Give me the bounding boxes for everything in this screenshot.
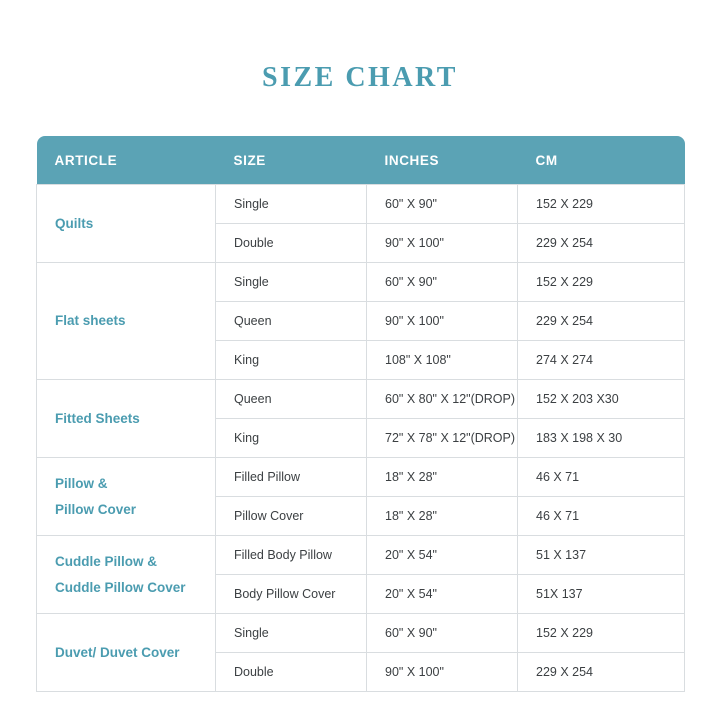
inches-cell: 90" X 100" (367, 653, 518, 692)
column-header-inches: INCHES (367, 136, 518, 185)
size-cell: King (216, 341, 367, 380)
size-cell: Body Pillow Cover (216, 575, 367, 614)
size-chart-table (36, 136, 685, 692)
size-cell: Filled Pillow (216, 458, 367, 497)
article-cell: Duvet/ Duvet Cover (37, 614, 216, 692)
table-row (37, 458, 685, 497)
inches-cell: 90" X 100" (367, 224, 518, 263)
cm-cell: 274 X 274 (518, 341, 685, 380)
cm-cell: 229 X 254 (518, 302, 685, 341)
table-row (37, 536, 685, 575)
cm-cell: 229 X 254 (518, 224, 685, 263)
inches-cell: 90" X 100" (367, 302, 518, 341)
article-cell: Quilts (37, 185, 216, 263)
size-cell: Queen (216, 302, 367, 341)
size-cell: Double (216, 224, 367, 263)
size-cell: Single (216, 263, 367, 302)
article-cell: Cuddle Pillow & Cuddle Pillow Cover (37, 536, 216, 614)
column-header-article: ARTICLE (37, 136, 216, 185)
inches-cell: 20" X 54" (367, 536, 518, 575)
column-header-size: SIZE (216, 136, 367, 185)
cm-cell: 229 X 254 (518, 653, 685, 692)
inches-cell: 18" X 28" (367, 458, 518, 497)
inches-cell: 60" X 80" X 12"(DROP) (367, 380, 518, 419)
cm-cell: 46 X 71 (518, 458, 685, 497)
size-cell: Queen (216, 380, 367, 419)
cm-cell: 152 X 229 (518, 185, 685, 224)
inches-cell: 108" X 108" (367, 341, 518, 380)
size-cell: Single (216, 614, 367, 653)
size-cell: Pillow Cover (216, 497, 367, 536)
inches-cell: 72" X 78" X 12"(DROP) (367, 419, 518, 458)
table-header (37, 136, 685, 185)
article-cell: Pillow & Pillow Cover (37, 458, 216, 536)
cm-cell: 152 X 203 X30 (518, 380, 685, 419)
cm-cell: 152 X 229 (518, 614, 685, 653)
cm-cell: 51 X 137 (518, 536, 685, 575)
column-header-cm: CM (518, 136, 685, 185)
table-row (37, 380, 685, 419)
table-row (37, 263, 685, 302)
table-row (37, 614, 685, 653)
header-row (37, 136, 685, 185)
article-cell: Flat sheets (37, 263, 216, 380)
size-cell: Single (216, 185, 367, 224)
article-cell: Fitted Sheets (37, 380, 216, 458)
table-row (37, 185, 685, 224)
inches-cell: 60" X 90" (367, 614, 518, 653)
table-body (37, 185, 685, 692)
cm-cell: 51X 137 (518, 575, 685, 614)
inches-cell: 60" X 90" (367, 185, 518, 224)
inches-cell: 18" X 28" (367, 497, 518, 536)
size-cell: King (216, 419, 367, 458)
size-cell: Double (216, 653, 367, 692)
cm-cell: 152 X 229 (518, 263, 685, 302)
inches-cell: 60" X 90" (367, 263, 518, 302)
size-chart-table-container (36, 136, 684, 692)
size-cell: Filled Body Pillow (216, 536, 367, 575)
cm-cell: 46 X 71 (518, 497, 685, 536)
page-title: SIZE CHART (262, 62, 458, 93)
inches-cell: 20" X 54" (367, 575, 518, 614)
cm-cell: 183 X 198 X 30 (518, 419, 685, 458)
